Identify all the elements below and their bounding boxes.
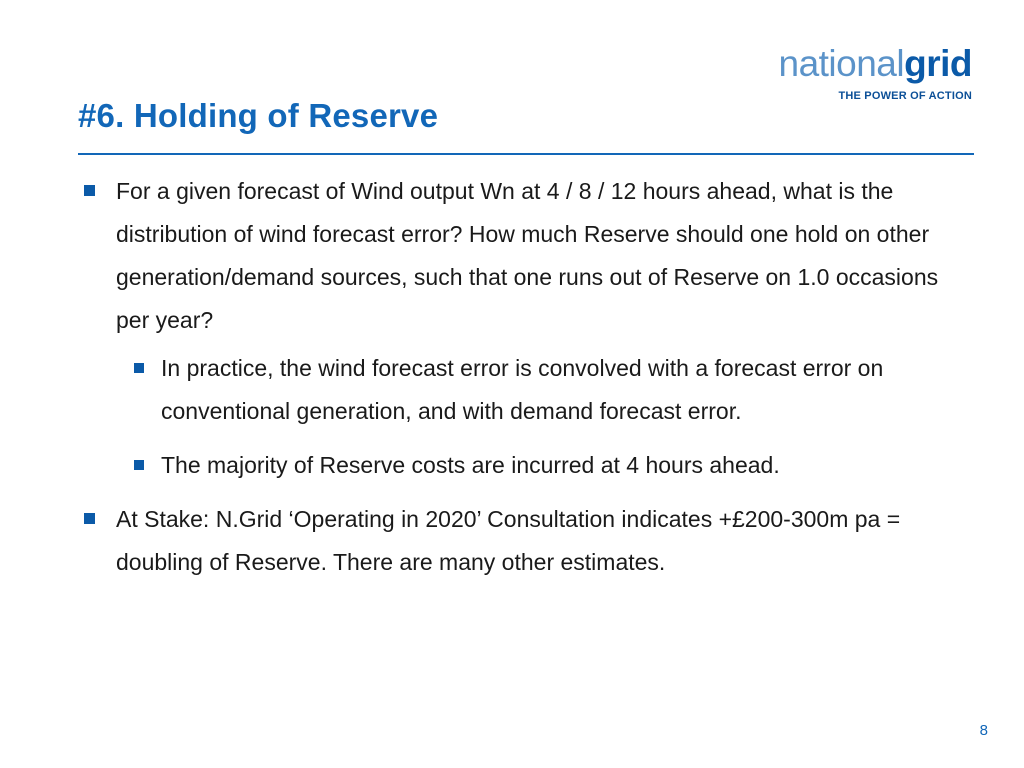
square-bullet-icon [84,185,95,196]
logo-word-bold: grid [904,43,972,84]
bullet-item [78,498,968,584]
bullet-text: In practice, the wind forecast error is convolved with a forecast error on conventional generation, and with demand forecast error. [161,355,884,424]
page-number: 8 [979,722,988,739]
bullet-text: At Stake: N.Grid ‘Operating in 2020’ Consultation indicates +£200-300m pa = doubling of Reserve. There are many other estimates. [116,506,901,575]
bullet-text: The majority of Reserve costs are incurred at 4 hours ahead. [161,452,780,478]
logo-tagline: THE POWER OF ACTION [838,90,972,102]
bullet-item [78,170,968,342]
square-bullet-icon [84,513,95,524]
square-bullet-icon [134,363,144,373]
bullet-text: For a given forecast of Wind output Wn at 4 / 8 / 12 hours ahead, what is the distribution of wind forecast error? How much Reserve should one hold on other generation/demand sources, such that one runs out of Reserve on 1.0 occasions per year? [116,178,939,333]
title-divider [78,153,974,155]
square-bullet-icon [134,460,144,470]
slide-title: #6. Holding of Reserve [78,97,439,134]
logo-word-light: national [778,43,905,84]
sub-bullet-item [78,347,968,433]
national-grid-logo [779,44,973,102]
sub-bullet-item [78,444,968,487]
logo-wordmark [779,44,973,84]
slide-content [78,170,968,589]
